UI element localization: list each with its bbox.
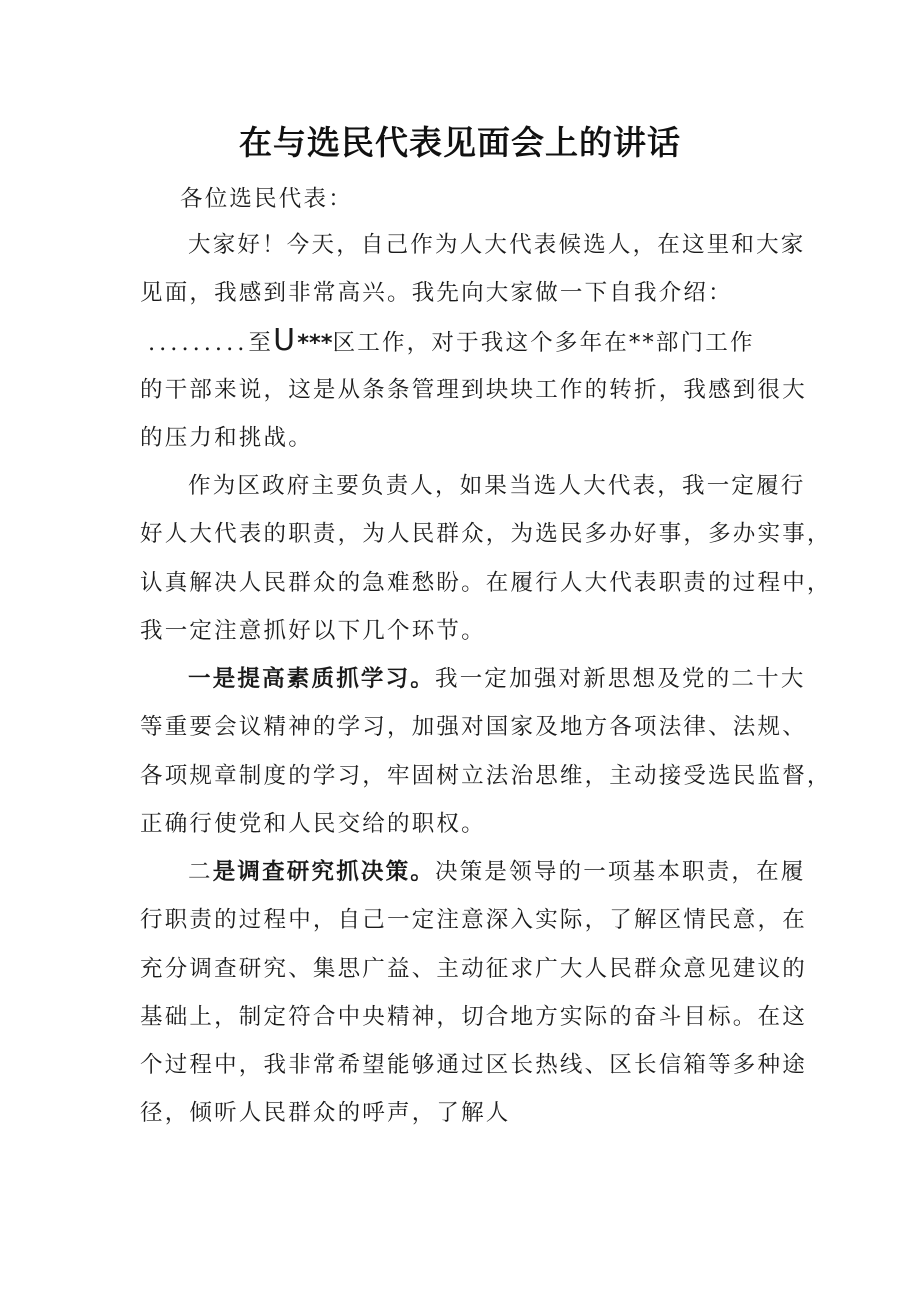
paragraph-4-line-1-rest: 我一定加强对新思想及党的二十大 xyxy=(435,666,806,692)
paragraph-4-line-2: 等重要会议精神的学习，加强对国家及地方各项法律、法规、 xyxy=(140,714,807,740)
paragraph-5-line-6: 径，倾听人民群众的呼声，了解人 xyxy=(140,1100,511,1126)
section-heading-2: 是调查研究抓决策。 xyxy=(212,859,436,885)
paragraph-3-line-3: 认真解决人民群众的急难愁盼。在履行人大代表职责的过程中， xyxy=(140,570,832,596)
paragraph-5-line-4: 基础上，制定符合中央精神，切合地方实际的奋斗目标。在这 xyxy=(140,1004,807,1030)
paragraph-2-line-1-rest: 区工作，对于我这个多年在**部门工作 xyxy=(332,330,755,356)
paragraph-4-line-4: 正确行使党和人民交给的职权。 xyxy=(140,811,486,837)
section-heading-1: 一是提高素质抓学习。 xyxy=(188,666,436,692)
salutation: 各位选民代表： xyxy=(180,186,353,212)
paragraph-4-line-1 xyxy=(188,660,806,698)
paragraph-5-line-3: 充分调查研究、集思广益、主动征求广大人民群众意见建议的 xyxy=(140,956,807,982)
paragraph-5-line-1-rest: 决策是领导的一项基本职责，在履 xyxy=(435,859,806,885)
paragraph-5-line-5: 个过程中，我非常希望能够通过区长热线、区长信箱等多种途 xyxy=(140,1052,807,1078)
letter-u: U xyxy=(273,323,298,358)
paragraph-3-line-1: 作为区政府主要负责人，如果当选人大代表，我一定履行 xyxy=(188,473,806,499)
paragraph-3-line-2: 好人大代表的职责，为人民群众，为选民多办好事，多办实事， xyxy=(140,521,832,547)
paragraph-2-line-2: 的干部来说，这是从条条管理到块块工作的转折，我感到很大 xyxy=(140,377,807,403)
paragraph-5-line-2: 行职责的过程中，自己一定注意深入实际，了解区情民意，在 xyxy=(140,907,807,933)
paragraph-2-line-3: 的压力和挑战。 xyxy=(140,425,313,451)
section-heading-2-prefix: 二 xyxy=(188,859,213,885)
paragraph-4-line-3: 各项规章制度的学习，牢固树立法治思维，主动接受选民监督， xyxy=(140,763,832,789)
document-title: 在与选民代表见面会上的讲话 xyxy=(239,123,681,162)
paragraph-5-line-1 xyxy=(188,853,806,891)
paragraph-1-line-1: 大家好！今天，自己作为人大代表候选人，在这里和大家 xyxy=(188,232,806,258)
ellipsis-dots: ......... xyxy=(148,330,249,356)
paragraph-1-line-2: 见面，我感到非常高兴。我先向大家做一下自我介绍： xyxy=(140,280,733,306)
paragraph-2-line-1 xyxy=(148,322,755,362)
text-zhi: 至 xyxy=(248,330,274,356)
paragraph-3-line-4: 我一定注意抓好以下几个环节。 xyxy=(140,618,486,644)
masked-stars: *** xyxy=(297,330,333,356)
